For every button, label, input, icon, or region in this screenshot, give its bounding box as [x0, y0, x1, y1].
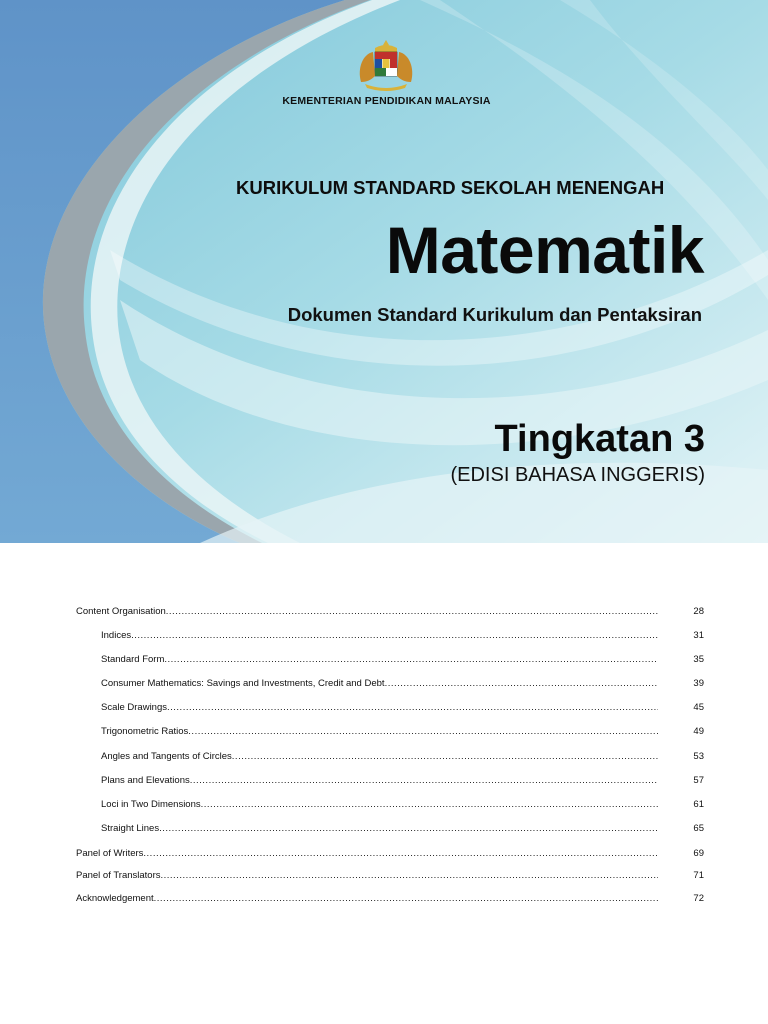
toc-entry[interactable]	[76, 870, 704, 884]
document-type: Dokumen Standard Kurikulum dan Pentaksiran	[287, 304, 702, 325]
toc-leader	[166, 606, 658, 617]
toc-entry[interactable]	[76, 678, 704, 692]
toc-entry[interactable]	[76, 848, 704, 862]
toc-entry-title: Straight Lines	[101, 823, 160, 834]
form-level: Tingkatan 3	[494, 418, 705, 460]
toc-leader	[154, 893, 658, 904]
toc-leader	[385, 678, 658, 689]
toc-entry-title: Panel of Writers	[76, 848, 144, 859]
edition-label: (EDISI BAHASA INGGERIS)	[450, 464, 705, 486]
toc-entry[interactable]	[76, 630, 704, 644]
toc-entry[interactable]	[76, 654, 704, 668]
toc-leader	[164, 654, 658, 665]
toc-entry-page: 65	[693, 823, 704, 834]
toc-entry-page: 61	[693, 799, 704, 810]
toc-entry-page: 35	[693, 654, 704, 665]
toc-leader	[201, 799, 658, 810]
toc-entry[interactable]	[76, 893, 704, 907]
ministry-name: KEMENTERIAN PENDIDIKAN MALAYSIA	[282, 95, 491, 107]
toc-entry-page: 72	[693, 893, 704, 904]
toc-entry-title: Consumer Mathematics: Savings and Investments, Credit and Debt	[101, 678, 385, 689]
toc-entry-page: 39	[693, 678, 704, 689]
toc-entry-page: 57	[693, 775, 704, 786]
toc-leader	[159, 823, 658, 834]
toc-entry-title: Content Organisation	[76, 606, 166, 617]
toc-leader	[188, 726, 658, 737]
toc-entry-page: 71	[693, 870, 704, 881]
toc-entry[interactable]	[76, 702, 704, 716]
toc-entry[interactable]	[76, 775, 704, 789]
toc-entry-page: 53	[693, 751, 704, 762]
toc-entry-title: Indices	[101, 630, 132, 641]
toc-entry-page: 49	[693, 726, 704, 737]
toc-leader	[131, 630, 658, 641]
toc-leader	[143, 848, 658, 859]
toc-entry[interactable]	[76, 726, 704, 740]
toc-leader	[167, 702, 658, 713]
toc-entry-title: Standard Form	[101, 654, 165, 665]
toc-entry-title: Trigonometric Ratios	[101, 726, 189, 737]
toc-entry-title: Loci in Two Dimensions	[101, 799, 201, 810]
toc-entry-page: 45	[693, 702, 704, 713]
toc-entry-page: 69	[693, 848, 704, 859]
toc-leader	[161, 870, 659, 881]
toc-entry[interactable]	[76, 606, 704, 620]
coat-of-arms-icon	[353, 38, 419, 92]
toc-entry[interactable]	[76, 751, 704, 765]
toc-leader	[232, 751, 658, 762]
toc-entry-page: 31	[693, 630, 704, 641]
toc-entry[interactable]	[76, 799, 704, 813]
toc-leader	[190, 775, 658, 786]
toc-entry[interactable]	[76, 823, 704, 837]
toc-entry-title: Scale Drawings	[101, 702, 167, 713]
subject-title: Matematik	[385, 213, 704, 287]
toc-entry-title: Acknowledgement	[76, 893, 154, 904]
toc-entry-title: Angles and Tangents of Circles	[101, 751, 232, 762]
toc-entry-page: 28	[693, 606, 704, 617]
toc-entry-title: Plans and Elevations	[101, 775, 190, 786]
toc-entry-title: Panel of Translators	[76, 870, 161, 881]
curriculum-title: KURIKULUM STANDARD SEKOLAH MENENGAH	[236, 177, 665, 198]
